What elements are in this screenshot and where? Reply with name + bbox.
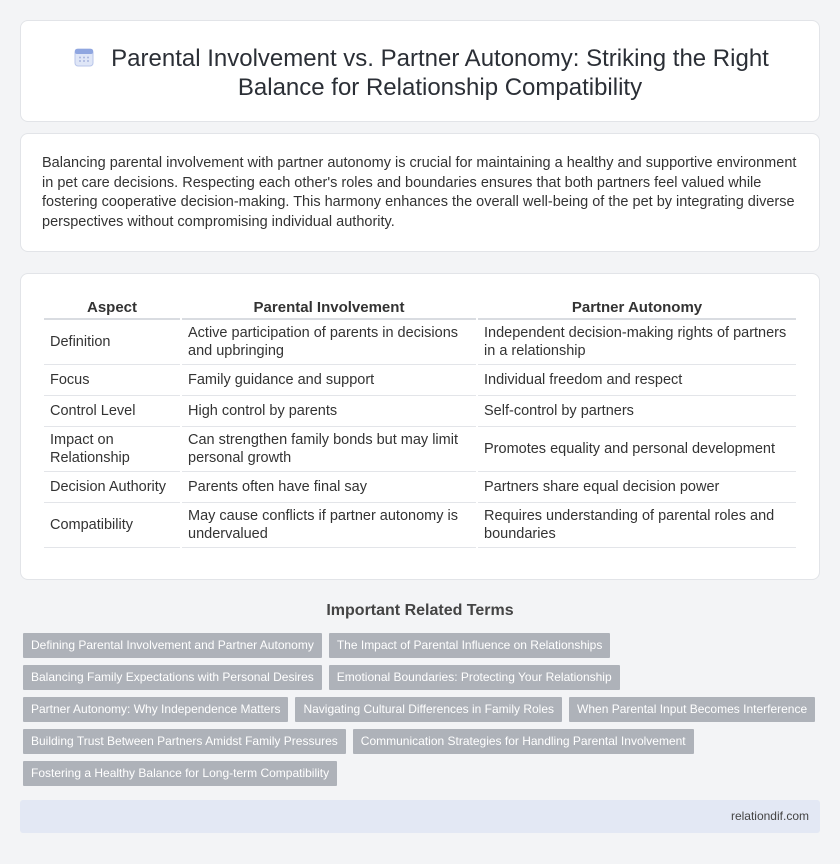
table-cell: Impact on Relationship	[44, 427, 180, 472]
table-row	[44, 427, 796, 472]
table-cell: Focus	[44, 365, 180, 396]
table-cell: Active participation of parents in decisions and upbringing	[182, 320, 476, 365]
related-term-tag[interactable]: Partner Autonomy: Why Independence Matters	[23, 697, 288, 722]
related-term-tag[interactable]: Emotional Boundaries: Protecting Your Relationship	[329, 665, 620, 690]
table-row	[44, 472, 796, 503]
related-term-tag[interactable]: When Parental Input Becomes Interference	[569, 697, 815, 722]
related-term-tag[interactable]: Building Trust Between Partners Amidst Family Pressures	[23, 729, 346, 754]
table-cell: Family guidance and support	[182, 365, 476, 396]
table-row	[44, 396, 796, 427]
table-cell: Independent decision-making rights of partners in a relationship	[478, 320, 796, 365]
related-term-tag[interactable]: Fostering a Healthy Balance for Long-term Compatibility	[23, 761, 337, 786]
table-cell: Requires understanding of parental roles and boundaries	[478, 503, 796, 548]
table-cell: Control Level	[44, 396, 180, 427]
comparison-card	[20, 273, 820, 580]
table-cell: Individual freedom and respect	[478, 365, 796, 396]
comparison-table	[42, 294, 798, 548]
table-row	[44, 365, 796, 396]
table-cell: Compatibility	[44, 503, 180, 548]
table-cell: High control by parents	[182, 396, 476, 427]
intro-card	[20, 133, 820, 252]
table-row	[44, 503, 796, 548]
intro-paragraph: Balancing parental involvement with partner autonomy is crucial for maintaining a healthy and supportive environment in pet care decisions. Respecting each other's roles and boundaries ensures that both partners feel valued while fostering cooperative decision-making. This harmony enhances the overall well-being of the pet by integrating diverse perspectives without compromising individual authority.	[42, 155, 797, 230]
related-term-tag[interactable]: The Impact of Parental Influence on Relationships	[329, 633, 611, 658]
table-cell: Partners share equal decision power	[478, 472, 796, 503]
related-term-tag[interactable]: Communication Strategies for Handling Parental Involvement	[353, 729, 694, 754]
table-header-parental: Parental Involvement	[182, 294, 476, 320]
title-card	[20, 20, 820, 122]
related-term-tag[interactable]: Balancing Family Expectations with Personal Desires	[23, 665, 322, 690]
table-cell: Decision Authority	[44, 472, 180, 503]
table-cell: Can strengthen family bonds but may limit personal growth	[182, 427, 476, 472]
table-header-aspect: Aspect	[44, 294, 180, 320]
table-cell: May cause conflicts if partner autonomy is undervalued	[182, 503, 476, 548]
related-term-tag[interactable]: Navigating Cultural Differences in Family Roles	[295, 697, 562, 722]
site-link[interactable]: relationdif.com	[730, 809, 809, 823]
table-cell: Definition	[44, 320, 180, 365]
table-cell: Promotes equality and personal development	[478, 427, 796, 472]
related-terms-heading: Important Related Terms	[326, 602, 514, 619]
table-cell: Self-control by partners	[478, 396, 796, 427]
table-row	[44, 320, 796, 365]
page-title: Parental Involvement vs. Partner Autonomy: Striking the Right Balance for Relationship Compatibility	[111, 45, 769, 101]
table-header-autonomy: Partner Autonomy	[478, 294, 796, 320]
related-term-tag[interactable]: Defining Parental Involvement and Partner Autonomy	[23, 633, 322, 658]
related-terms-list	[23, 633, 823, 793]
footer	[20, 800, 820, 833]
table-cell: Parents often have final say	[182, 472, 476, 503]
